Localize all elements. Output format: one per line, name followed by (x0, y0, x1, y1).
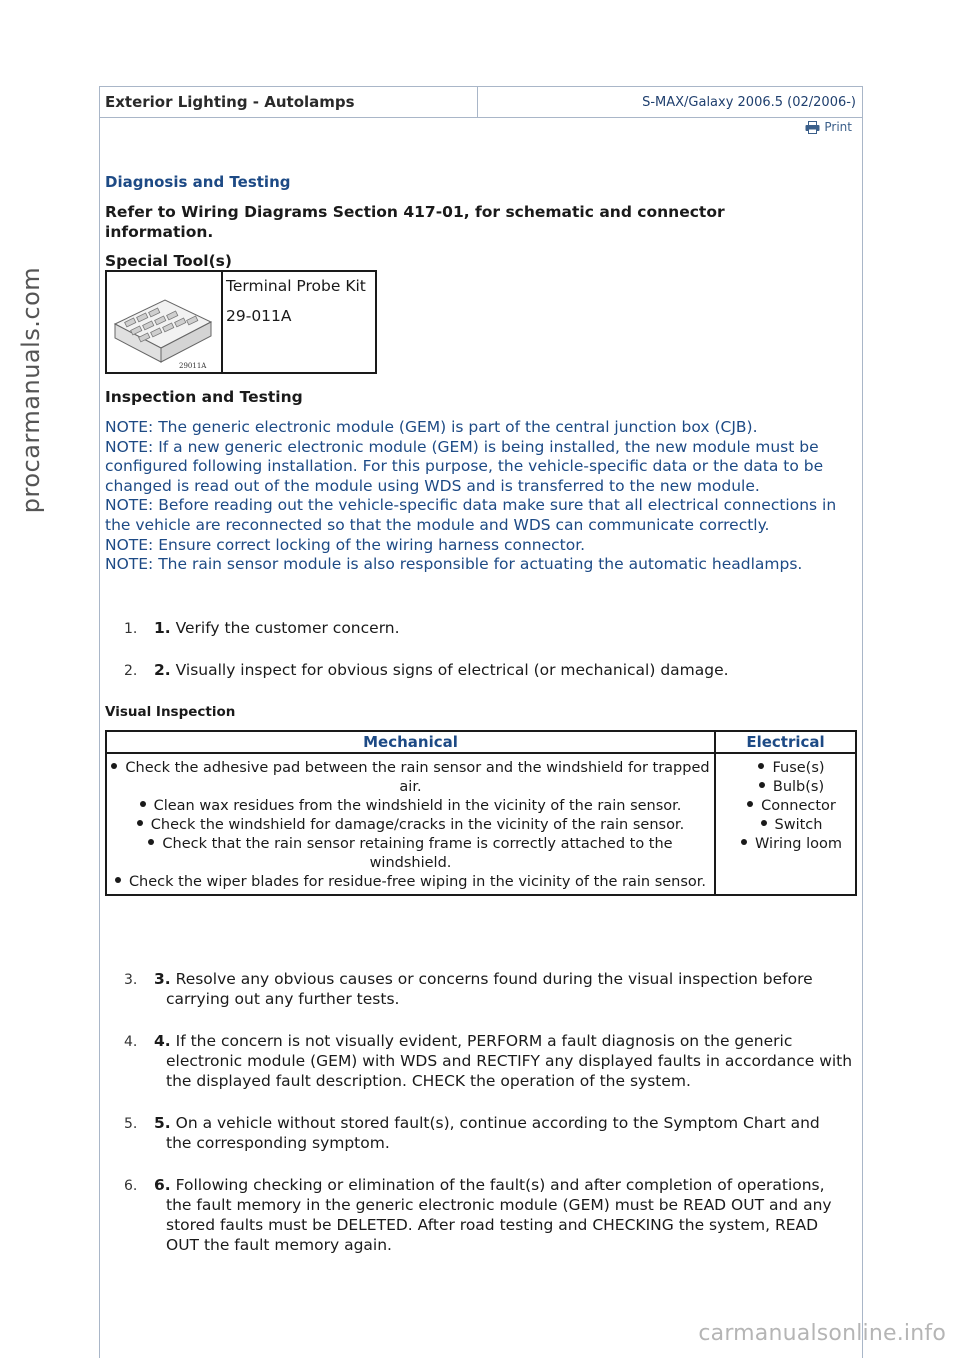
visual-inspection-heading: Visual Inspection (105, 704, 236, 720)
bottom-watermark: carmanualsonline.info (698, 1321, 946, 1346)
list-item: Wiring loom (736, 835, 847, 854)
step-item: 1. 1. Verify the customer concern. (124, 619, 400, 637)
step-item: 5. 5. On a vehicle without stored fault(s), continue according to the Symptom Chart and the corresponding symptom. (124, 1114, 820, 1152)
electrical-header: Electrical (715, 731, 856, 753)
electrical-list-cell (715, 753, 856, 895)
printer-icon (805, 121, 820, 134)
inspection-heading: Inspection and Testing (105, 388, 303, 406)
step-item: 4. 4. If the concern is not visually evident, PERFORM a fault diagnosis on the generic electronic module (GEM) with WDS and RECTIFY any displayed faults in accordance with the displayed fault description. CHECK the operation of the system. (124, 1032, 853, 1090)
notes-block (105, 418, 857, 575)
visual-inspection-table (105, 730, 857, 896)
tool-number: 29-011A (226, 307, 292, 325)
print-label: Print (824, 120, 852, 134)
note: NOTE: If a new generic electronic module (GEM) is being installed, the new module must be configured following installation. For this purpose, the vehicle-specific data or the data to be changed is read out of the module using WDS and is transferred to the new module. (105, 437, 824, 495)
terminal-probe-kit-image (107, 272, 223, 372)
note: NOTE: Ensure correct locking of the wiring harness connector. (105, 535, 586, 554)
side-watermark: procarmanuals.com (17, 266, 46, 514)
list-item: Bulb(s) (736, 778, 847, 797)
note: NOTE: The rain sensor module is also responsible for actuating the automatic headlamps. (105, 555, 803, 574)
step-item: 2. 2. Visually inspect for obvious signs of electrical (or mechanical) damage. (124, 661, 729, 679)
probe-kit-drawing (107, 272, 219, 372)
page-header (100, 86, 862, 118)
note: NOTE: Before reading out the vehicle-specific data make sure that all electrical connections in the vehicle are reconnected so that the module and WDS can communicate correctly. (105, 496, 837, 534)
mechanical-header: Mechanical (106, 731, 715, 753)
list-item: Clean wax residues from the windshield in the vicinity of the rain sensor. (107, 797, 714, 816)
page-title: Exterior Lighting - Autolamps (100, 87, 478, 117)
list-item: Check the wiper blades for residue-free wiping in the vicinity of the rain sensor. (107, 873, 714, 892)
manual-page (99, 86, 863, 1358)
list-item: Connector (736, 797, 847, 816)
list-item: Switch (736, 816, 847, 835)
step-item: 6. 6. Following checking or elimination of the fault(s) and after completion of operations, the fault memory in the generic electronic module (GEM) must be READ OUT and any stored faults must be DELETED. After road testing and CHECKING the system, READ OUT the fault memory again. (124, 1176, 832, 1254)
vehicle-model: S-MAX/Galaxy 2006.5 (02/2006-) (642, 94, 856, 110)
step-item: 3. 3. Resolve any obvious causes or concerns found during the visual inspection before carrying out any further tests. (124, 970, 813, 1008)
list-item: Check the adhesive pad between the rain sensor and the windshield for trapped air. (107, 759, 714, 797)
list-item: Check the windshield for damage/cracks in the vicinity of the rain sensor. (107, 816, 714, 835)
section-heading: Diagnosis and Testing (105, 173, 291, 191)
list-item: Fuse(s) (736, 759, 847, 778)
special-tools-heading: Special Tool(s) (105, 252, 232, 270)
tool-name: Terminal Probe Kit (226, 277, 366, 295)
list-item: Check that the rain sensor retaining frame is correctly attached to the windshield. (107, 835, 714, 873)
wiring-reference: Refer to Wiring Diagrams Section 417-01, for schematic and connector information. (105, 203, 725, 241)
print-button[interactable] (805, 120, 852, 134)
tool-description (223, 272, 375, 372)
mechanical-list-cell (106, 753, 715, 895)
svg-text:29011A: 29011A (179, 362, 207, 370)
note: NOTE: The generic electronic module (GEM) is part of the central junction box (CJB). (105, 418, 758, 436)
special-tools-table (105, 270, 377, 374)
